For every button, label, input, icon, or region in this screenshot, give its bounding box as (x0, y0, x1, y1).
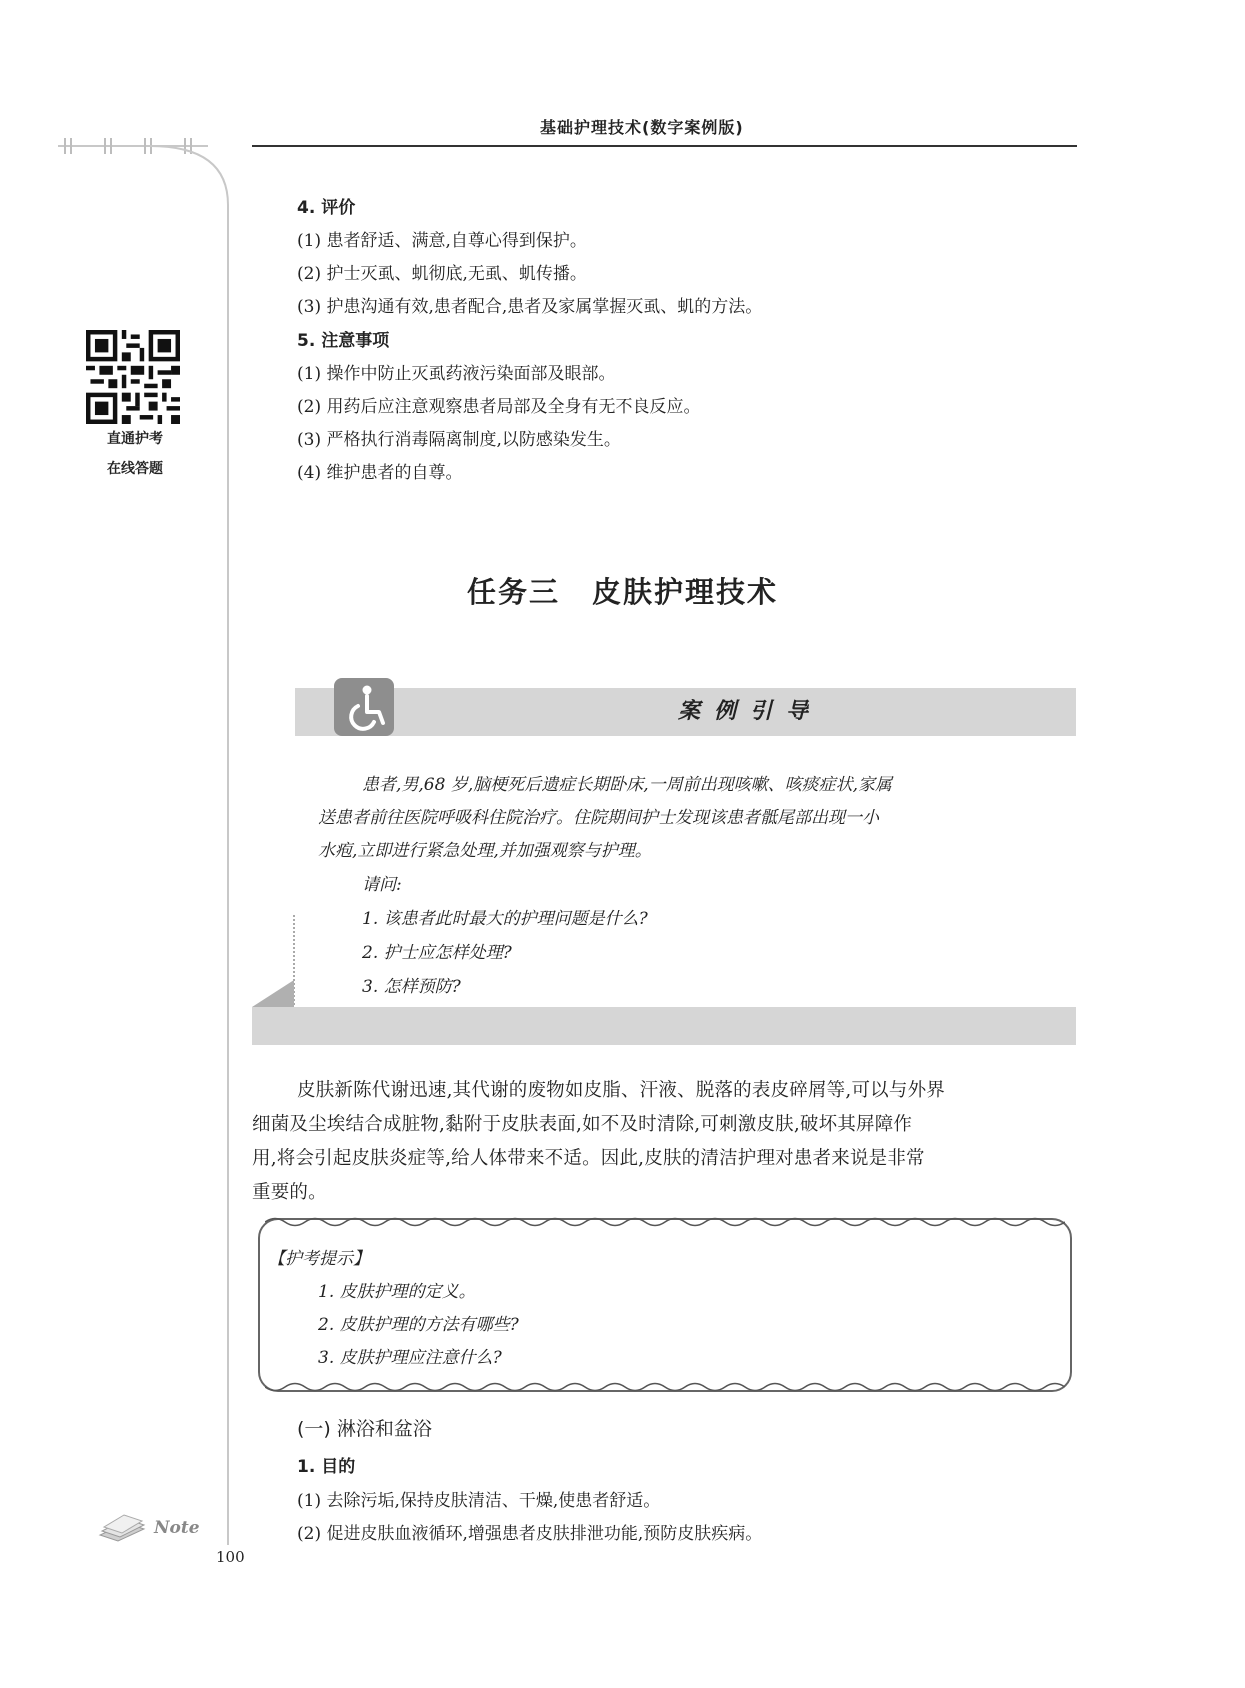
exam-tip-item: 2. 皮肤护理的方法有哪些? (318, 1315, 519, 1335)
precaution-item: (2) 用药后应注意观察患者局部及全身有无不良反应。 (297, 397, 701, 417)
case-text-line: 送患者前往医院呼吸科住院治疗。住院期间护士发现该患者骶尾部出现一小 (318, 808, 879, 828)
exam-tips-title: 【护考提示】 (268, 1249, 370, 1269)
case-label: 案例引导 (677, 698, 822, 724)
qr-code-icon[interactable] (86, 330, 180, 424)
wheelchair-icon (334, 678, 394, 736)
body-paragraph-line: 重要的。 (252, 1182, 327, 1203)
evaluation-heading: 4. 评价 (297, 198, 356, 218)
body-paragraph-line: 用,将会引起皮肤炎症等,给人体带来不适。因此,皮肤的清洁护理对患者来说是非常 (252, 1148, 925, 1169)
running-header-title: 基础护理技术(数字案例版) (540, 118, 744, 137)
purpose-item: (1) 去除污垢,保持皮肤清洁、干燥,使患者舒适。 (297, 1491, 661, 1511)
section-title: 任务三 皮肤护理技术 (466, 575, 779, 609)
precaution-item: (4) 维护患者的自尊。 (297, 463, 463, 483)
body-paragraph-line: 皮肤新陈代谢迅速,其代谢的废物如皮脂、汗液、脱落的表皮碎屑等,可以与外界 (297, 1080, 945, 1101)
exam-tip-item: 1. 皮肤护理的定义。 (318, 1282, 476, 1302)
evaluation-item: (1) 患者舒适、满意,自尊心得到保护。 (297, 231, 587, 251)
precaution-item: (3) 严格执行消毒隔离制度,以防感染发生。 (297, 430, 621, 450)
case-question: 2. 护士应怎样处理? (362, 943, 512, 963)
case-question: 1. 该患者此时最大的护理问题是什么? (362, 909, 648, 929)
case-text-line: 水疱,立即进行紧急处理,并加强观察与护理。 (318, 841, 652, 861)
margin-tick (70, 138, 72, 154)
margin-tick (104, 138, 106, 154)
precautions-heading: 5. 注意事项 (297, 331, 390, 351)
body-paragraph-line: 细菌及尘埃结合成脏物,黏附于皮肤表面,如不及时清除,可刺激皮肤,破坏其屏障作 (252, 1114, 913, 1135)
margin-tick (64, 138, 66, 154)
case-question: 3. 怎样预防? (362, 977, 461, 997)
evaluation-item: (3) 护患沟通有效,患者配合,患者及家属掌握灭虱、虮的方法。 (297, 297, 763, 317)
purpose-heading: 1. 目的 (297, 1457, 356, 1477)
note-label: Note (154, 1518, 200, 1538)
purpose-item: (2) 促进皮肤血液循环,增强患者皮肤排泄功能,预防皮肤疾病。 (297, 1524, 763, 1544)
evaluation-item: (2) 护士灭虱、虮彻底,无虱、虮传播。 (297, 264, 587, 284)
qr-caption: 直通护考 (107, 431, 163, 447)
case-bottom-bar (252, 1007, 1076, 1045)
case-corner (252, 980, 294, 1007)
margin-tick (110, 138, 112, 154)
case-text-line: 患者,男,68 岁,脑梗死后遗症长期卧床,一周前出现咳嗽、咳痰症状,家属 (362, 775, 893, 795)
exam-tip-item: 3. 皮肤护理应注意什么? (318, 1348, 502, 1368)
note-book-icon (96, 1505, 201, 1545)
subsection-title: (一) 淋浴和盆浴 (297, 1418, 432, 1440)
header-rule (252, 145, 1077, 147)
qr-caption: 在线答题 (107, 461, 163, 477)
vine-border (265, 1380, 1065, 1394)
page-number: 100 (216, 1548, 245, 1566)
case-question-intro: 请问: (362, 875, 402, 895)
vine-border (265, 1215, 1065, 1229)
margin-tick (144, 138, 146, 154)
precaution-item: (1) 操作中防止灭虱药液污染面部及眼部。 (297, 364, 616, 384)
